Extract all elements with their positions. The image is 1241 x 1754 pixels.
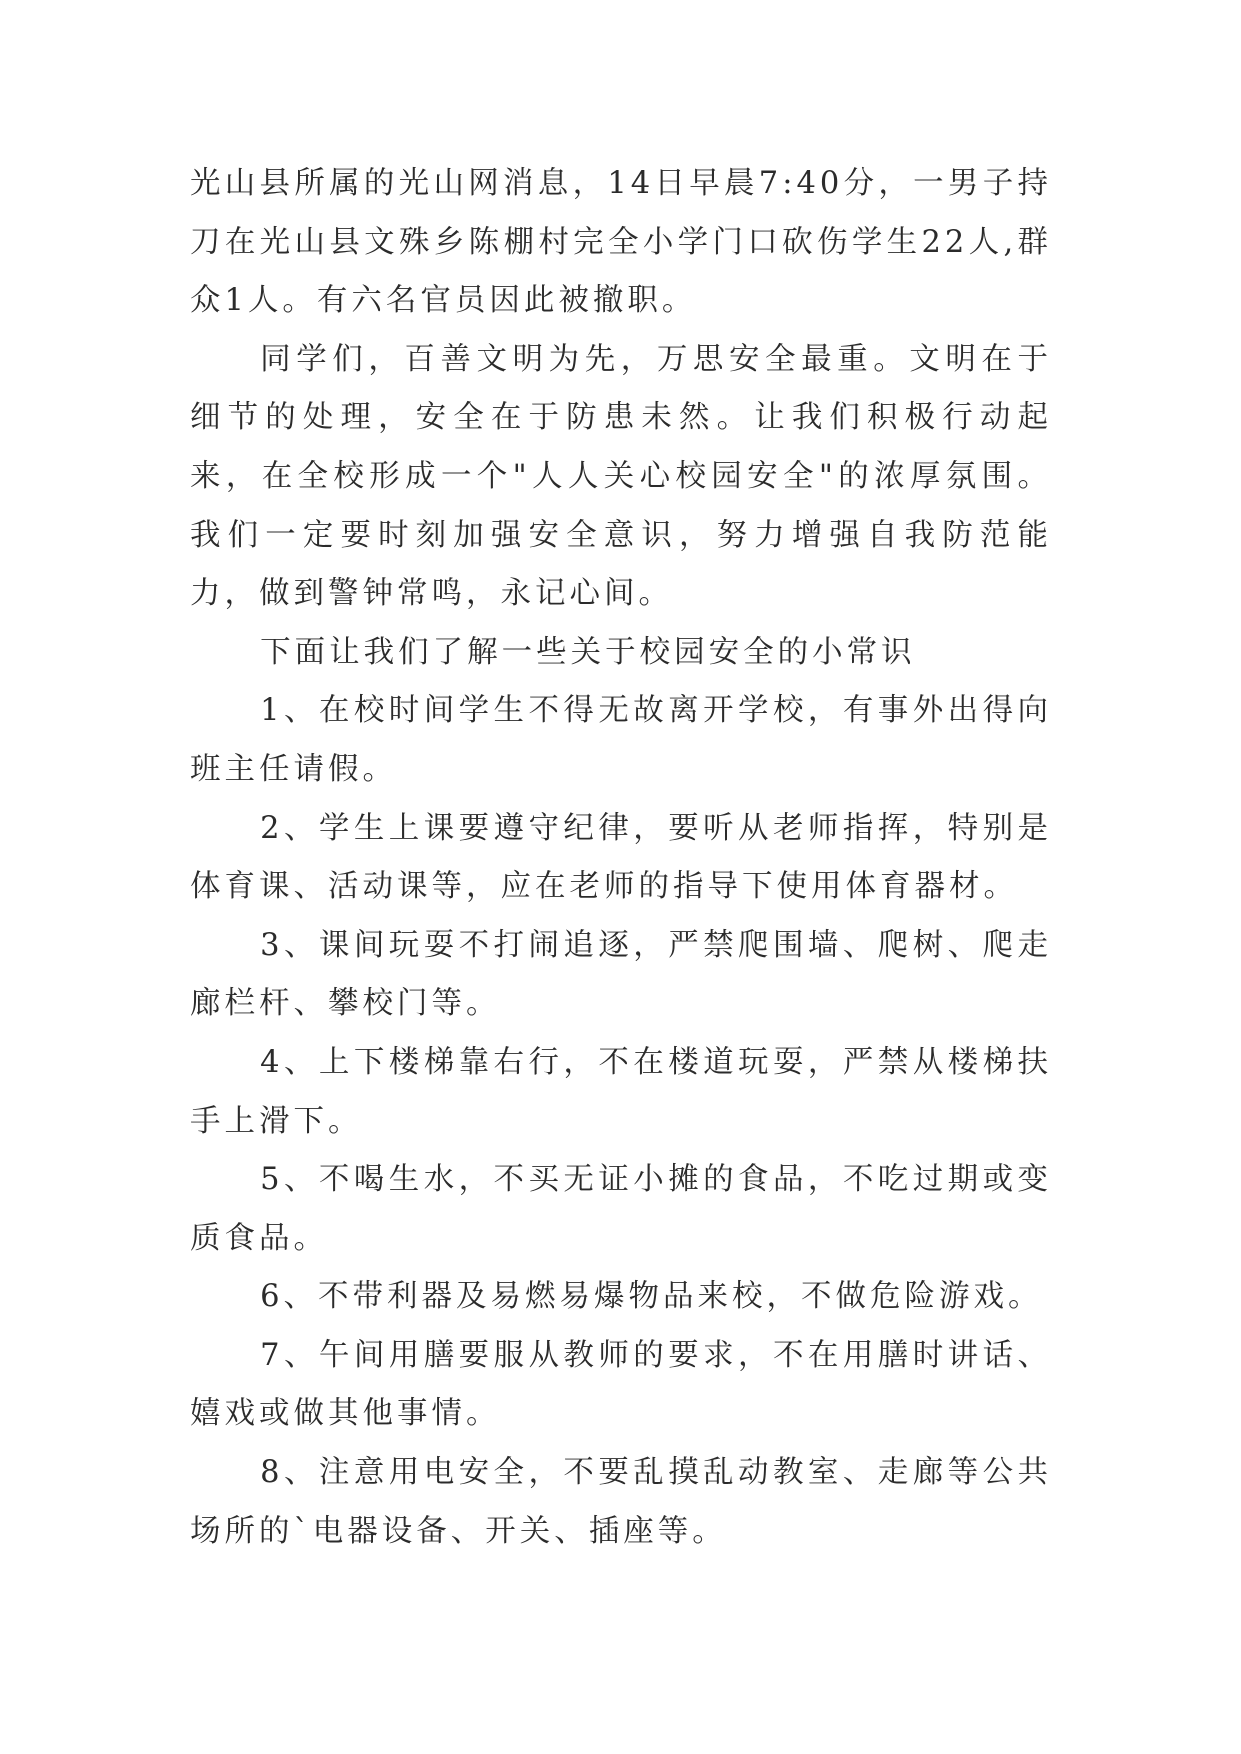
list-item-tip-2: 2、学生上课要遵守纪律，要听从老师指挥，特别是体育课、活动课等，应在老师的指导下使用体育器材。 bbox=[190, 810, 1052, 905]
paragraph-tips-intro: 下面让我们了解一些关于校园安全的小常识 bbox=[260, 634, 916, 670]
list-item-tip-4: 4、上下楼梯靠右行，不在楼道玩耍，严禁从楼梯扶手上滑下。 bbox=[190, 1044, 1052, 1139]
list-item-tip-7: 7、午间用膳要服从教师的要求，不在用膳时讲话、嬉戏或做其他事情。 bbox=[190, 1337, 1052, 1432]
list-item-tip-1: 1、在校时间学生不得无故离开学校，有事外出得向班主任请假。 bbox=[190, 693, 1052, 787]
document-body bbox=[190, 155, 1052, 1561]
paragraph-news-report: 光山县所属的光山网消息，14日早晨7:40分，一男子持刀在光山县文殊乡陈棚村完全小学门口砍伤学生22人,群众1人。有六名官员因此被撤职。 bbox=[190, 166, 1052, 319]
list-item-tip-6: 6、不带利器及易燃易爆物品来校，不做危险游戏。 bbox=[260, 1279, 1043, 1315]
list-item-tip-8: 8、注意用电安全，不要乱摸乱动教室、走廊等公共场所的`电器设备、开关、插座等。 bbox=[190, 1455, 1052, 1549]
list-item-tip-5: 5、不喝生水，不买无证小摊的食品，不吃过期或变质食品。 bbox=[190, 1162, 1052, 1256]
list-item-tip-3: 3、课间玩耍不打闹追逐，严禁爬围墙、爬树、爬走廊栏杆、攀校门等。 bbox=[190, 927, 1052, 1022]
paragraph-safety-appeal: 同学们，百善文明为先，万思安全最重。文明在于细节的处理，安全在于防患未然。让我们积极行动起来，在全校形成一个"人人关心校园安全"的浓厚氛围。我们一定要时刻加强安全意识，努力增强自我防范能力，做到警钟常鸣，永记心间。 bbox=[190, 341, 1052, 612]
